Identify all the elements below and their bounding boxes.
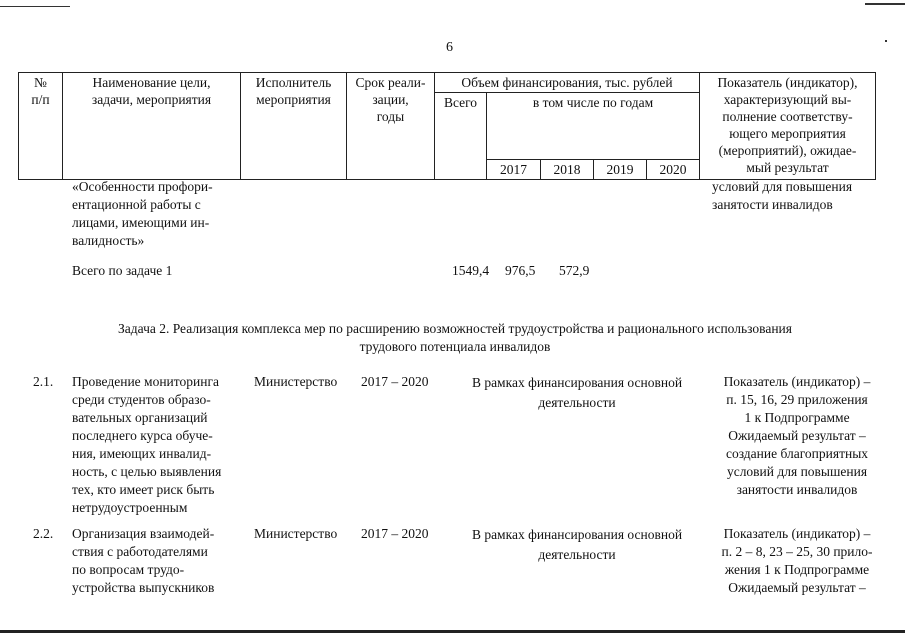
task2-title: Задача 2. Реализация комплекса мер по расширению возможностей трудоустройства и рационального использования трудового потенциала инвалидов — [118, 321, 792, 354]
total-2017: 976,5 — [505, 263, 536, 278]
header-year-2018: 2018 — [541, 160, 594, 180]
header-indicator: Показатель (индикатор), характеризующий вы- полнение соответству- ющего мероприятия (мероприятий), ожидае- мый результат — [700, 73, 876, 180]
header-name: Наименование цели, задачи, мероприятия — [63, 73, 241, 180]
header-table — [18, 72, 876, 180]
continued-indicator: условий для повышения занятости инвалидов — [712, 179, 853, 212]
header-total: Всего — [435, 93, 487, 180]
page-number: 6 — [446, 40, 453, 55]
header-by-years: в том числе по годам — [487, 93, 700, 160]
continued-name: «Особенности профори- ентационной работы с лицами, имеющими ин- валидность» — [72, 179, 213, 248]
row-2-1-num: 2.1. — [33, 374, 54, 389]
row-2-2-name: Организация взаимодей- ствия с работодателями по вопросам трудо- устройства выпускников — [72, 526, 215, 595]
header-term: Срок реали- зации, годы — [347, 73, 435, 180]
row-2-2-indicator: Показатель (индикатор) – п. 2 – 8, 23 – 25, 30 прило- жения 1 к Подпрограмме Ожидаемый результат – — [721, 526, 873, 595]
row-2-1-indicator: Показатель (индикатор) – п. 15, 16, 29 приложения 1 к Подпрограмме Ожидаемый результат – создание благоприятных условий для повышения занятости инвалидов — [723, 374, 871, 497]
row-2-2-funding: В рамках финансирования основной деятельности — [471, 527, 683, 562]
bottom-rule — [0, 630, 905, 633]
row-2-1-name: Проведение мониторинга среди студентов образо- вательных организаций последнего курса обуче- ния, имеющих инвалид- ность, с целью выявления тех, кто имеет риск быть нетрудоустроенным — [72, 374, 222, 515]
header-num: № п/п — [19, 73, 63, 180]
top-rule-right — [865, 3, 905, 5]
row-2-1-executor: Министерство — [254, 374, 338, 389]
total-2018: 572,9 — [559, 263, 590, 278]
row-2-2-num: 2.2. — [33, 526, 54, 541]
speck — [885, 40, 887, 42]
total-label: Всего по задаче 1 — [72, 263, 173, 278]
header-year-2019: 2019 — [594, 160, 647, 180]
row-2-1-term: 2017 – 2020 — [361, 374, 429, 389]
header-funding: Объем финансирования, тыс. рублей — [435, 73, 700, 93]
row-2-2-term: 2017 – 2020 — [361, 526, 429, 541]
total-sum: 1549,4 — [452, 263, 490, 278]
row-2-2-executor: Министерство — [254, 526, 338, 541]
header-year-2020: 2020 — [647, 160, 700, 180]
top-rule — [0, 6, 70, 7]
row-2-1-funding: В рамках финансирования основной деятельности — [471, 375, 683, 410]
header-executor: Исполнитель мероприятия — [241, 73, 347, 180]
header-year-2017: 2017 — [487, 160, 541, 180]
